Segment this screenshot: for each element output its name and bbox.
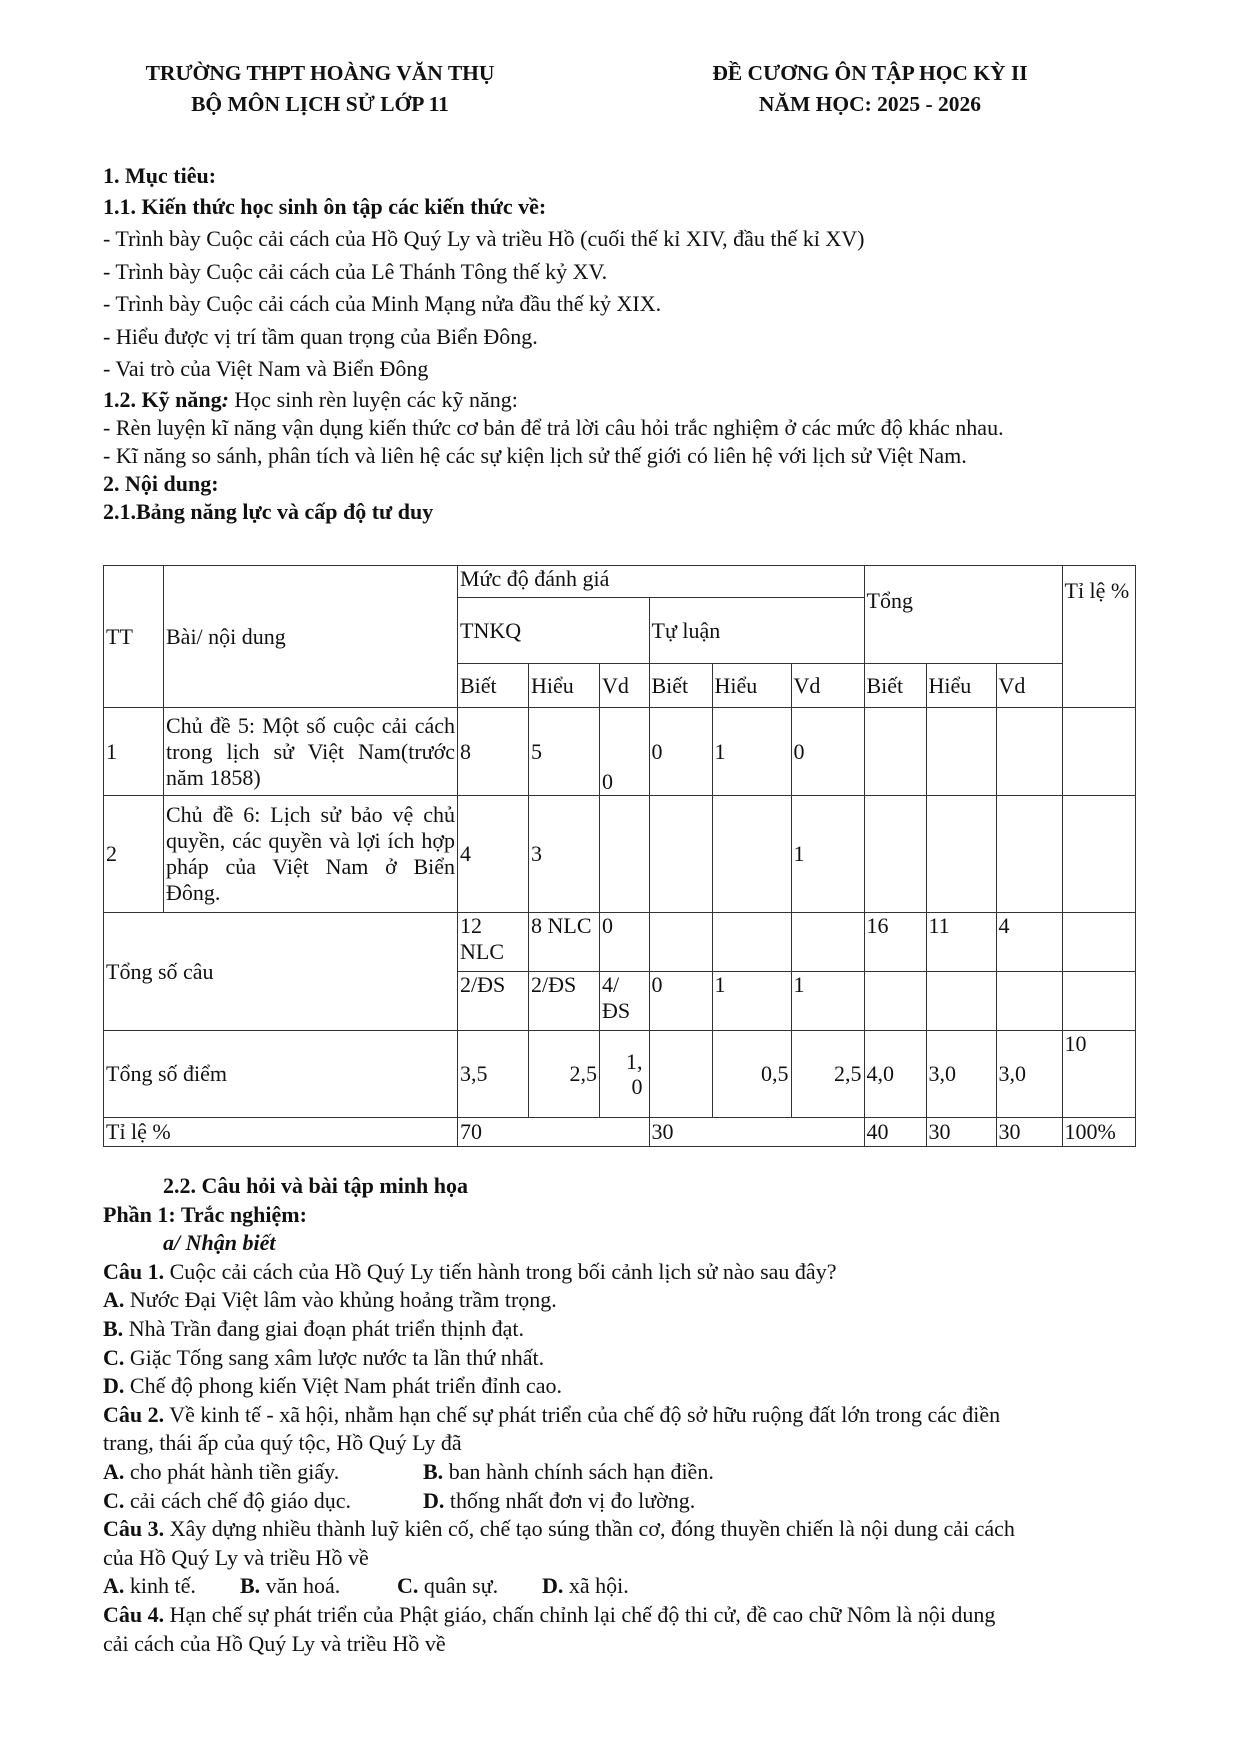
row-number: 2: [104, 796, 164, 913]
cell: 1: [791, 972, 864, 1031]
tnkq-header: TNKQ: [458, 598, 650, 664]
cell: [600, 796, 650, 913]
table-row: [104, 1118, 1136, 1147]
skills-item: - Rèn luyện kĩ năng vận dụng kiến thức cơ bản để trả lời câu hỏi trắc nghiệm ở các mức độ khác nhau.: [103, 414, 1004, 440]
tl-hieu-header: Hiểu: [712, 664, 791, 708]
question-2: Câu 2. Về kinh tế - xã hội, nhằm hạn chế sự phát triển của chế độ sở hữu ruộng đất lớn trong các điền: [103, 1401, 1001, 1427]
cell: [649, 913, 712, 972]
school-year: NĂM HỌC: 2025 - 2026: [758, 92, 982, 116]
cell: 3,5: [458, 1031, 529, 1118]
table-row: [104, 796, 1136, 913]
cell: 8: [458, 708, 529, 796]
cell: 4: [458, 796, 529, 913]
option: C. Giặc Tống sang xâm lược nước ta lần thứ nhất.: [103, 1344, 545, 1370]
options-row: A. cho phát hành tiền giấy. B. ban hành chính sách hạn điền.: [103, 1458, 714, 1484]
options-row: A. kinh tế. B. văn hoá. C. quân sự. D. xã hội.: [103, 1573, 629, 1599]
cell: [649, 1031, 712, 1118]
cell: 4: [996, 913, 1062, 972]
cell: 3,0: [996, 1031, 1062, 1118]
tuluan-header: Tự luận: [649, 598, 864, 664]
cell: [926, 972, 996, 1031]
content-heading: 2. Nội dung:: [103, 470, 219, 496]
cell: 4,0: [864, 1031, 926, 1118]
assessment-table: [103, 565, 1136, 1147]
cell: 1: [712, 972, 791, 1031]
cell: [864, 708, 926, 796]
cell: [926, 708, 996, 796]
cell: 0: [649, 972, 712, 1031]
row-lesson: Chủ đề 6: Lịch sử bảo vệ chủ quyền, các quyền và lợi ích hợp pháp của Việt Nam ở Biển Đông.: [164, 796, 458, 913]
cell: [791, 913, 864, 972]
cell: [1062, 913, 1135, 972]
knowledge-item: - Trình bày Cuộc cải cách của Lê Thánh Tông thế kỷ XV.: [103, 258, 608, 284]
tn-vd-header: Vd: [600, 664, 650, 708]
table-row: [104, 913, 1136, 972]
question-4: Câu 4. Hạn chế sự phát triển của Phật giáo, chấn chỉnh lại chế độ thi cử, đề cao chữ Nôm là nội dung: [103, 1601, 996, 1627]
col-tt-header: TT: [104, 566, 164, 708]
col-level-header: Mức độ đánh giá: [458, 566, 865, 598]
cell: 12 NLC: [458, 913, 529, 972]
skills-item: - Kĩ năng so sánh, phân tích và liên hệ các sự kiện lịch sử thế giới có liên hệ với lịch sử Việt Nam.: [103, 442, 967, 468]
cell: 0,5: [712, 1031, 791, 1118]
table-row: [104, 1031, 1136, 1118]
knowledge-item: - Trình bày Cuộc cải cách của Hồ Quý Ly và triều Hồ (cuối thế kỉ XIV, đầu thế kỉ XV): [103, 226, 865, 251]
table-row: [104, 708, 1136, 796]
total-questions-label: Tổng số câu: [104, 913, 458, 1031]
cell: 1,0: [600, 1031, 650, 1118]
col-lesson-header: Bài/ nội dung: [164, 566, 458, 708]
tn-biet-header: Biết: [458, 664, 529, 708]
cell: 16: [864, 913, 926, 972]
cell: 100%: [1062, 1118, 1135, 1147]
row-number: 1: [104, 708, 164, 796]
skills-heading: 1.2. Kỹ năng: Học sinh rèn luyện các kỹ năng:: [103, 386, 518, 412]
cell: [712, 913, 791, 972]
part1-heading: Phần 1: Trắc nghiệm:: [103, 1201, 307, 1227]
department-name: BỘ MÔN LỊCH SỬ LỚP 11: [191, 92, 449, 116]
cell: 30: [996, 1118, 1062, 1147]
knowledge-item: - Hiểu được vị trí tầm quan trọng của Biển Đông.: [103, 323, 538, 349]
ratio-label: Tỉ lệ %: [104, 1118, 458, 1147]
document-title: ĐỀ CƯƠNG ÔN TẬP HỌC KỲ II: [712, 61, 1028, 85]
cell: 0: [649, 708, 712, 796]
cell: [1062, 972, 1135, 1031]
knowledge-heading: 1.1. Kiến thức học sinh ôn tập các kiến thức về:: [103, 193, 547, 219]
objectives-heading: 1. Mục tiêu:: [103, 163, 217, 188]
cell: 0: [600, 913, 650, 972]
cell: [926, 796, 996, 913]
t-biet-header: Biết: [864, 664, 926, 708]
cell: [996, 972, 1062, 1031]
cell: 2/ĐS: [458, 972, 529, 1031]
row-lesson: Chủ đề 5: Một số cuộc cải cách trong lịch sử Việt Nam(trước năm 1858): [164, 708, 458, 796]
question-3-cont: của Hồ Quý Ly và triều Hồ về: [103, 1544, 369, 1570]
knowledge-item: - Trình bày Cuộc cải cách của Minh Mạng nửa đầu thế kỷ XIX.: [103, 291, 662, 316]
questions-heading: 2.2. Câu hỏi và bài tập minh họa: [163, 1173, 469, 1198]
t-vd-header: Vd: [996, 664, 1062, 708]
cell: 10: [1062, 1031, 1135, 1118]
cell: [712, 796, 791, 913]
cell: 70: [458, 1118, 650, 1147]
question-3: Câu 3. Xây dựng nhiều thành luỹ kiên cố, chế tạo súng thần cơ, đóng thuyền chiến là nội dung cải cách: [103, 1516, 1015, 1542]
option: B. Nhà Trần đang giai đoạn phát triển thịnh đạt.: [103, 1315, 525, 1341]
cell: [1062, 796, 1135, 913]
objectives-section: [103, 160, 1143, 526]
cell: 2,5: [529, 1031, 600, 1118]
question-2-cont: trang, thái ấp của quý tộc, Hồ Quý Ly đã: [103, 1430, 462, 1456]
cell: [996, 708, 1062, 796]
cell: 0: [600, 708, 650, 796]
cell: [1062, 708, 1135, 796]
cell: 4/ĐS: [600, 972, 650, 1031]
header-right: [640, 58, 1100, 120]
level-heading: a/ Nhận biết: [163, 1230, 276, 1256]
cell: 3: [529, 796, 600, 913]
cell: [864, 796, 926, 913]
table-heading: 2.1.Bảng năng lực và cấp độ tư duy: [103, 498, 434, 524]
header-left: [90, 58, 550, 120]
cell: 5: [529, 708, 600, 796]
question-4-cont: cải cách của Hồ Quý Ly và triều Hồ về: [103, 1630, 446, 1656]
cell: [864, 972, 926, 1031]
option: D. Chế độ phong kiến Việt Nam phát triển đỉnh cao.: [103, 1373, 562, 1399]
col-ratio-header: Tỉ lệ %: [1062, 566, 1135, 708]
tl-vd-header: Vd: [791, 664, 864, 708]
col-total-header: Tổng: [864, 566, 1062, 664]
cell: 40: [864, 1118, 926, 1147]
cell: 30: [926, 1118, 996, 1147]
cell: 3,0: [926, 1031, 996, 1118]
total-points-label: Tổng số điểm: [104, 1031, 458, 1118]
cell: [649, 796, 712, 913]
cell: 1: [791, 796, 864, 913]
options-row: C. cải cách chế độ giáo dục. D. thống nhất đơn vị đo lường.: [103, 1487, 696, 1513]
knowledge-item: - Vai trò của Việt Nam và Biển Đông: [103, 356, 429, 381]
cell: 11: [926, 913, 996, 972]
cell: 2,5: [791, 1031, 864, 1118]
cell: 0: [791, 708, 864, 796]
option: A. Nước Đại Việt lâm vào khủng hoảng trầm trọng.: [103, 1287, 557, 1313]
questions-section: [103, 1172, 1143, 1658]
cell: 8 NLC: [529, 913, 600, 972]
cell: 1: [712, 708, 791, 796]
tn-hieu-header: Hiểu: [529, 664, 600, 708]
t-hieu-header: Hiểu: [926, 664, 996, 708]
school-name: TRƯỜNG THPT HOÀNG VĂN THỤ: [145, 61, 495, 85]
tl-biet-header: Biết: [649, 664, 712, 708]
question-1: Câu 1. Cuộc cải cách của Hồ Quý Ly tiến hành trong bối cảnh lịch sử nào sau đây?: [103, 1258, 837, 1284]
cell: 30: [649, 1118, 864, 1147]
cell: [996, 796, 1062, 913]
cell: 2/ĐS: [529, 972, 600, 1031]
